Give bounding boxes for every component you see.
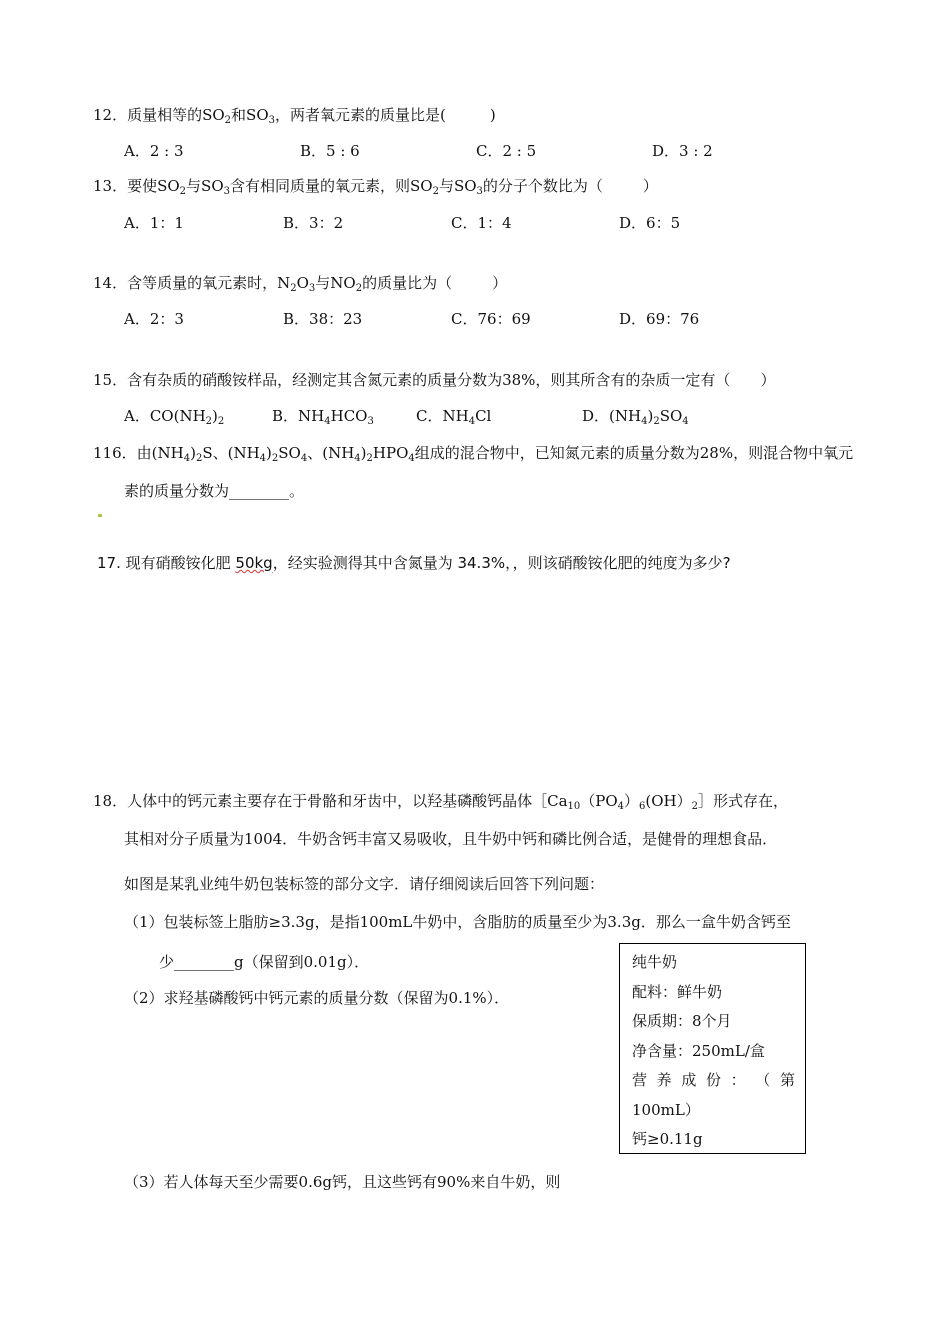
question-13-option-a: A．1：1 [124,214,184,232]
question-12-option-d: D．3 : 2 [652,142,713,160]
label-nutrition-heading [632,1066,795,1096]
label-shelf-life: 保质期：8个月 [632,1012,732,1030]
label-nutrition-basis: 100mL） [632,1100,700,1119]
question-16-line-1: 116．由$(NH_4)_2S$、$(NH_4)_2SO_4$、$(NH_4)_2HPO_4$组成的混合物中，已知氮元素的质量分数为28%，则混合物中氧元 [93,444,854,464]
question-18-part-2: （2）求羟基磷酸钙中钙元素的质量分数（保留为0.1%）． [124,989,510,1007]
label-title: 纯牛奶 [632,953,678,971]
label-nutrition-char: 份 [705,1071,721,1089]
question-18-part-1-blank: 少________g（保留到0.01g）． [159,953,370,971]
stray-mark [98,514,102,517]
question-14-option-d: D．69：76 [619,310,700,328]
label-nutrition-char: 第 [779,1071,795,1089]
label-nutrition-char: 养 [656,1071,672,1089]
question-15-option-d: D．$(NH_4)_2SO_4$ [582,407,689,427]
question-12-stem: 12．质量相等的$SO_2$和$SO_3$，两者氧元素的质量比是( ) [93,106,496,126]
question-13-stem: 13．要使$SO_2$与$SO_3$含有相同质量的氧元素，则$SO_2$与$SO_3$的分子个数比为（ ） [93,177,658,197]
question-15-option-b: B．$NH_4HCO_3$ [272,407,374,427]
label-nutrition-char: ： [730,1071,746,1089]
question-13-option-b: B．3：2 [283,214,344,232]
question-12-option-a: A．2 : 3 [124,142,184,160]
question-14-stem: 14．含等质量的氧元素时，$N_2O_3$与$NO_2$的质量比为（ ） [93,274,508,294]
label-ingredients: 配料：鲜牛奶 [632,982,723,1001]
question-18-line-1: 18．人体中的钙元素主要存在于骨骼和牙齿中，以羟基磷酸钙晶体$[Ca_{10}(PO_4)_6(OH)_2]$形式存在， [93,792,789,812]
question-14-option-a: A．2：3 [124,310,184,328]
question-14-option-c: C．76：69 [451,310,531,328]
question-17: 17. 现有硝酸铵化肥 50kg，经实验测得其中含氮量为 34.3%，，则该硝酸铵化肥的纯度为多少? [97,554,731,572]
question-15-option-c: C．$NH_4Cl$ [416,407,492,427]
question-13-option-d: D．6：5 [619,214,681,232]
question-18-line-3: 如图是某乳业纯牛奶包装标签的部分文字．请仔细阅读后回答下列问题： [124,875,605,893]
question-13-option-c: C．1：4 [451,214,512,232]
question-15-stem: 15．含有杂质的硝酸铵样品，经测定其含氮元素的质量分数为38%，则其所含有的杂质一定有（ ） [93,371,776,389]
label-nutrition-char: 成 [681,1071,697,1089]
question-15-option-a: A．$CO(NH_2)_2$ [124,407,225,427]
label-calcium: 钙≥0.11g [632,1130,703,1148]
label-nutrition-char: 营 [632,1071,648,1089]
question-12-option-c: C．2 : 5 [476,142,537,160]
question-18-part-1: （1）包装标签上脂肪≥3.3g，是指100mL牛奶中，含脂肪的质量至少为3.3g．那么一盒牛奶含钙至 [124,913,791,931]
label-nutrition-char: （ [755,1071,771,1089]
question-16-line-2: 素的质量分数为________。 [124,482,305,500]
question-18-line-2: 其相对分子质量为1004．牛奶含钙丰富又易吸收，且牛奶中钙和磷比例合适，是健骨的理想食品． [124,830,778,848]
question-12-option-b: B．5 : 6 [300,142,360,160]
milk-label-box [619,943,806,1154]
question-18-part-3: （3）若人体每天至少需要0.6g钙，且这些钙有90%来自牛奶，则 [124,1173,561,1191]
question-14-option-b: B．38：23 [283,310,363,328]
label-net-content: 净含量：250mL/盒 [632,1041,765,1060]
